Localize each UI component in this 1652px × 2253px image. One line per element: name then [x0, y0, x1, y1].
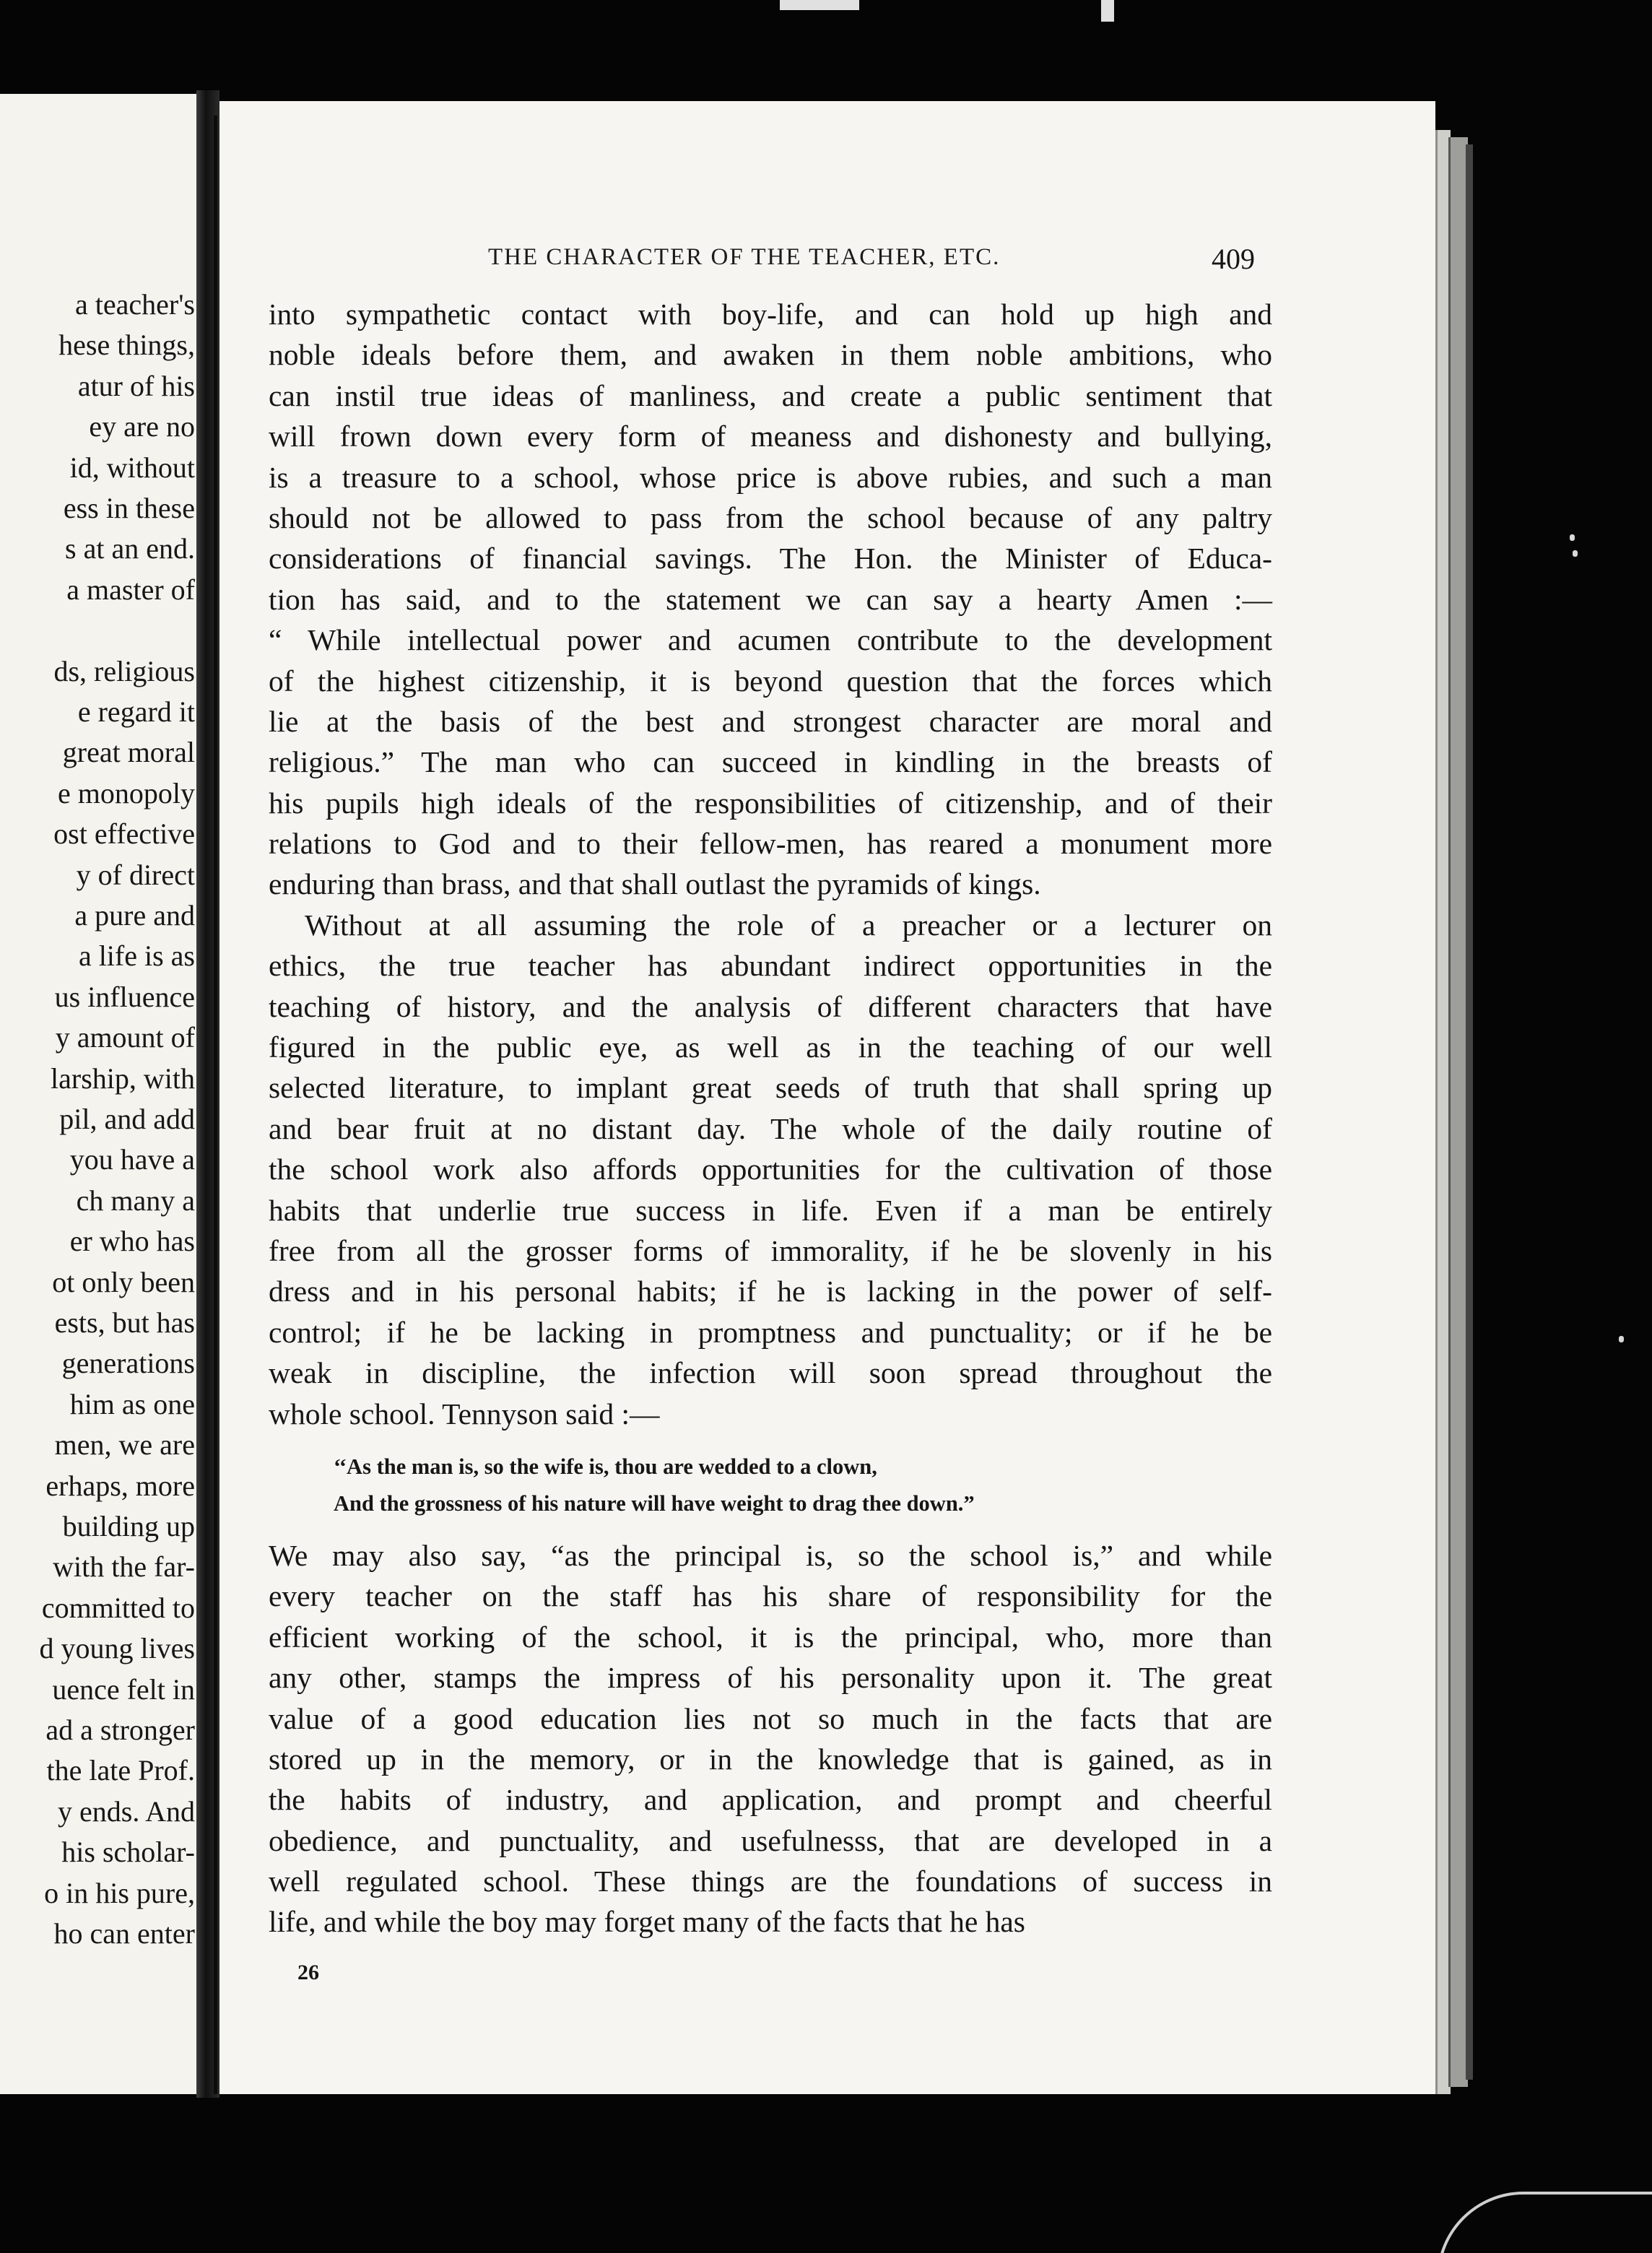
- text-line: the habits of industry, and application, and prompt and cheerful: [269, 1783, 1272, 1817]
- text-line: tion has said, and to the statement we can say a hearty Amen :—: [269, 582, 1272, 616]
- left-page-line: ey are no: [89, 410, 195, 443]
- text-line: enduring than brass, and that shall outlast the pyramids of kings.: [269, 867, 1041, 901]
- quote-line: And the grossness of his nature will have weight to drag thee down.”: [334, 1490, 975, 1516]
- text-line: his pupils high ideals of the responsibilities of citizenship, and of their: [269, 786, 1272, 820]
- left-page: [0, 94, 196, 2094]
- left-page-line: great moral: [62, 736, 195, 769]
- text-line: well regulated school. These things are the foundations of success in: [269, 1865, 1272, 1898]
- quote-line: ‘‘As the man is, so the wife is, thou are wedded to a clown,: [334, 1454, 877, 1479]
- text-line: “ While intellectual power and acumen contribute to the development: [269, 623, 1272, 657]
- left-page-line: with the far-: [53, 1550, 195, 1584]
- left-page-line: hese things,: [58, 329, 195, 362]
- left-page-line: a master of: [66, 573, 195, 606]
- text-line: is a treasure to a school, whose price is above rubies, and such a man: [269, 460, 1272, 494]
- signature-mark: 26: [297, 1961, 319, 1984]
- binding-line: [214, 116, 217, 2094]
- text-line: considerations of financial savings. The Hon. the Minister of Educa-: [269, 542, 1272, 576]
- text-line: noble ideals before them, and awaken in them noble ambitions, who: [269, 338, 1272, 372]
- page-number: 409: [1212, 243, 1255, 275]
- text-line: every teacher on the staff has his share of responsibility for the: [269, 1579, 1272, 1613]
- right-page: [219, 101, 1435, 2094]
- left-page-line: d young lives: [39, 1632, 195, 1665]
- left-page-line: the late Prof.: [46, 1754, 195, 1787]
- text-line: value of a good education lies not so much in the facts that are: [269, 1701, 1272, 1735]
- text-line: can instil true ideas of manliness, and create a public sentiment that: [269, 378, 1272, 412]
- dust-speck: [1570, 534, 1575, 541]
- left-page-line: us influence: [54, 980, 195, 1013]
- text-line: dress and in his personal habits; if he is lacking in the power of self-: [269, 1275, 1272, 1308]
- left-page-line: ho can enter: [53, 1917, 195, 1950]
- left-page-line: building up: [62, 1510, 195, 1542]
- text-line: free from all the grosser forms of immorality, if he be slovenly in his: [269, 1233, 1272, 1267]
- text-line: efficient working of the school, it is the principal, who, more than: [269, 1620, 1272, 1654]
- text-line: of the highest citizenship, it is beyond question that the forces which: [269, 664, 1272, 698]
- text-line: ethics, the true teacher has abundant indirect opportunities in the: [269, 949, 1272, 983]
- left-page-line: atur of his: [77, 369, 195, 402]
- left-page-line: his scholar-: [61, 1836, 195, 1869]
- left-page-line: ests, but has: [54, 1306, 195, 1339]
- top-edge-mark: [780, 0, 859, 10]
- running-head: THE CHARACTER OF THE TEACHER, ETC.: [488, 244, 1001, 270]
- left-page-line: e monopoly: [58, 776, 195, 809]
- text-line: any other, stamps the impress of his personality upon it. The great: [269, 1661, 1272, 1695]
- left-page-line: er who has: [69, 1225, 195, 1258]
- text-line: into sympathetic contact with boy-life, and can hold up high and: [269, 298, 1272, 331]
- page-stack-edge: [1448, 137, 1468, 2087]
- body-text: [269, 294, 1272, 1942]
- left-page-line: generations: [61, 1347, 195, 1380]
- left-page-line: ad a stronger: [45, 1714, 195, 1746]
- left-page-line: uence felt in: [52, 1672, 195, 1706]
- text-line: selected literature, to implant great seeds of truth that shall spring up: [269, 1071, 1272, 1105]
- top-edge-mark: [1101, 0, 1114, 22]
- left-page-line: id, without: [69, 451, 195, 484]
- text-line: lie at the basis of the best and strongest character are moral and: [269, 704, 1272, 738]
- left-page-line: him as one: [69, 1387, 195, 1420]
- text-line: religious.” The man who can succeed in kindling in the breasts of: [269, 745, 1272, 779]
- text-line: figured in the public eye, as well as in the teaching of our well: [269, 1030, 1272, 1064]
- text-line: should not be allowed to pass from the school because of any paltry: [269, 500, 1272, 534]
- text-line: the school work also affords opportunities for the cultivation of those: [269, 1152, 1272, 1186]
- text-line: and bear fruit at no distant day. The whole of the daily routine of: [269, 1111, 1272, 1145]
- left-page-line: y amount of: [55, 1021, 195, 1054]
- left-page-line: ot only been: [52, 1265, 195, 1298]
- text-line: control; if he be lacking in promptness and punctuality; or if he be: [269, 1315, 1272, 1349]
- left-page-line: ch many a: [76, 1184, 195, 1217]
- text-line: obedience, and punctuality, and usefulnesss, that are developed in a: [269, 1823, 1272, 1857]
- left-page-line: a teacher's: [75, 288, 195, 321]
- left-page-line: s at an end.: [65, 532, 195, 565]
- dust-speck: [1573, 550, 1578, 557]
- tennyson-quote: [269, 1449, 1272, 1522]
- left-page-line: committed to: [41, 1591, 195, 1624]
- left-page-line: larship, with: [51, 1062, 195, 1095]
- left-page-line: ost effective: [53, 817, 195, 851]
- dust-speck: [1619, 1336, 1624, 1342]
- paragraph-1: [269, 294, 1272, 905]
- text-line: We may also say, “as the principal is, so the school is,” and while: [269, 1538, 1272, 1572]
- text-line: relations to God and to their fellow-men, has reared a monument more: [269, 827, 1272, 861]
- left-page-line: o in his pure,: [44, 1876, 195, 1909]
- paragraph-2: [269, 905, 1272, 1434]
- left-page-line: e regard it: [77, 695, 195, 728]
- text-line: Without at all assuming the role of a preacher or a lecturer on: [305, 908, 1272, 942]
- text-line: whole school. Tennyson said :—: [269, 1397, 660, 1431]
- left-page-line: a pure and: [74, 899, 195, 932]
- text-line: weak in discipline, the infection will soon spread throughout the: [269, 1356, 1272, 1390]
- page-stack-edge: [1466, 144, 1473, 2080]
- left-page-line: a life is as: [78, 939, 195, 973]
- scanner-edge-curve: [1437, 2192, 1652, 2253]
- left-page-line: men, we are: [54, 1428, 195, 1462]
- left-page-line: y of direct: [76, 858, 195, 891]
- text-line: teaching of history, and the analysis of different characters that have: [269, 989, 1272, 1023]
- left-page-line: you have a: [69, 1143, 195, 1176]
- left-page-line: ds, religious: [53, 654, 195, 687]
- left-page-line: ess in these: [63, 492, 195, 524]
- text-line: habits that underlie true success in life. Even if a man be entirely: [269, 1193, 1272, 1227]
- text-line: life, and while the boy may forget many of the facts that he has: [269, 1905, 1025, 1939]
- paragraph-3: [269, 1535, 1272, 1942]
- text-line: will frown down every form of meaness and dishonesty and bullying,: [269, 420, 1272, 453]
- left-page-line: erhaps, more: [45, 1469, 195, 1502]
- text-line: stored up in the memory, or in the knowledge that is gained, as in: [269, 1742, 1272, 1776]
- left-page-line: pil, and add: [59, 1103, 195, 1135]
- left-page-line: y ends. And: [58, 1794, 195, 1828]
